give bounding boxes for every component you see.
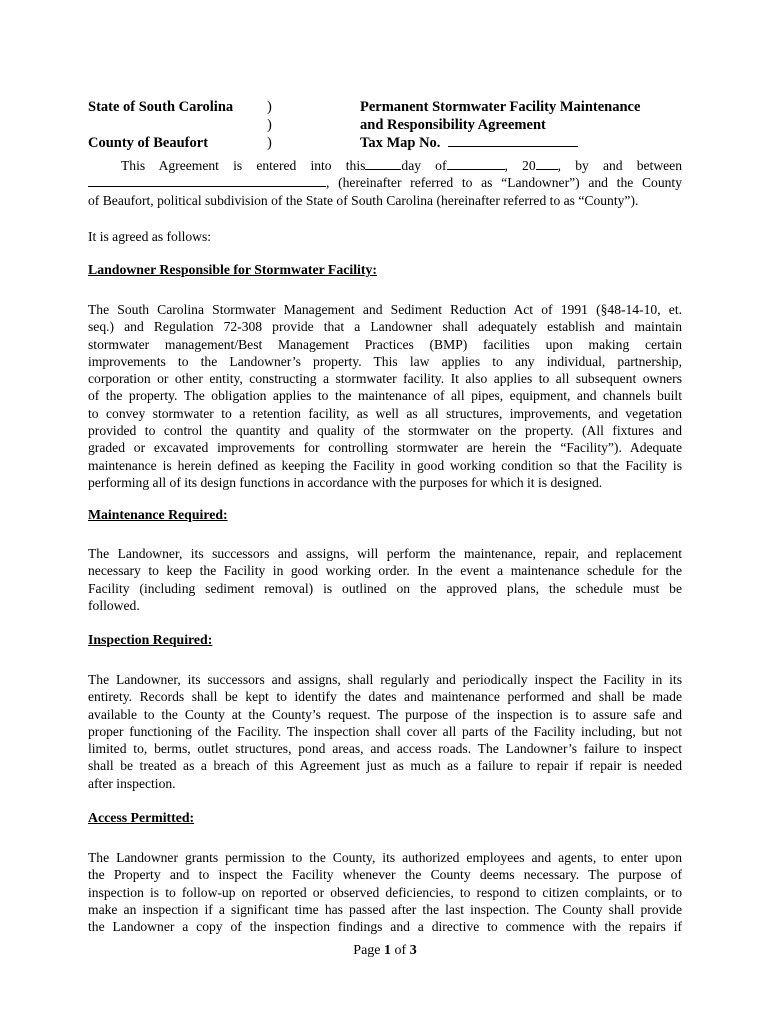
body-line: improvements to the Landowner’s property. This law applies to any individual, partnership, [88,353,682,369]
body-line: limited to, berms, outlet structures, pond areas, and access roads. The Landowner’s failure to inspect [88,741,682,757]
page-word: Page [353,943,381,958]
tax-map-blank[interactable] [448,134,578,147]
body-line: The Landowner, its successors and assigns, will perform the maintenance, repair, and replacement [88,546,682,561]
paren-2: ) [267,117,272,133]
body-line: available to the County at the County’s request. The purpose of the inspection is to assure safe and [88,706,682,722]
landowner-name-blank[interactable] [88,174,326,187]
body-line: performing all of its design functions in accordance with the purposes for which it is designed. [88,474,603,490]
page-total: 3 [409,943,417,958]
section-body-inspection [88,671,682,792]
agreed-text: It is agreed as follows: [88,229,212,244]
body-line: The Landowner, its successors and assigns, shall regularly and periodically inspect the Facility in its [88,672,682,687]
body-line: the Property and to inspect the Facility whenever the County deems necessary. The purpose of [88,867,682,883]
county-label: County of Beaufort [88,135,209,151]
tax-map-label: Tax Map No. [360,135,441,151]
section-heading-maintenance: Maintenance Required: [88,507,228,522]
body-line: the Landowner a copy of the inspection findings and a directive to commence with the repairs if [88,919,682,935]
body-line: graded or excavated improvements for controlling stormwater are herein the “Facility”). Adequate [88,440,682,456]
title-line-1: Permanent Stormwater Facility Maintenance [360,99,641,115]
page-footer [0,943,770,959]
body-line: proper functioning of the Facility. The inspection shall cover all parts of the Facility including, but not [88,723,682,739]
section-heading-access: Access Permitted: [88,810,195,825]
section-body-access [88,849,682,935]
body-line: Facility (including sediment removal) is outlined on the approved plans, the schedule must be [88,580,682,596]
body-line: to convey stormwater to a retention facility, as well as all structures, improvements, and vegetation [88,405,682,421]
section-body-landowner [88,301,682,491]
day-blank[interactable] [365,157,401,170]
body-line: corporation or other entity, constructing a stormwater facility. It also applies to all subsequent owners [88,371,682,387]
intro-text-d: , by and between [557,158,682,173]
section-heading-landowner: Landowner Responsible for Stormwater Facility: [88,262,377,277]
body-line: inspection is to follow-up on reported or observed deficiencies, to respond to citizen complaints, or to [88,884,682,900]
body-line: The South Carolina Stormwater Management and Sediment Reduction Act of 1991 (§48-14-10, et. [88,302,682,317]
body-line: after inspection. [88,775,176,791]
title-line-2: and Responsibility Agreement [360,117,546,133]
state-label: State of South Carolina [88,99,234,115]
body-line: maintenance is herein defined as keeping the Facility in good working condition so that the Facility is [88,457,682,473]
body-line: provided to control the quantity and quality of the stormwater on the property. (All fixtures and [88,423,682,439]
intro-text-c: , 20 [504,158,536,173]
body-line: followed. [88,597,140,613]
intro-line-3: of Beaufort, political subdivision of the State of South Carolina (hereinafter referred to as “County”). [88,192,639,208]
intro-line-1 [88,157,682,174]
intro-text-e: , (hereinafter referred to as “Landowner”) and the County [326,175,682,191]
month-blank[interactable] [447,157,505,170]
body-line: entirety. Records shall be kept to identify the dates and maintenance performed and shall be made [88,689,682,705]
section-body-maintenance [88,545,682,614]
body-line: seq.) and Regulation 72-308 provide that a Landowner shall adequately establish and maintain [88,319,682,335]
intro-text-a: This Agreement is entered into this [121,158,366,173]
body-line: of the property. The obligation applies to the maintenance of all pipes, equipment, and channels built [88,388,682,404]
paren-1: ) [267,99,272,115]
paren-3: ) [267,135,272,151]
tax-map-field [360,134,578,152]
intro-paragraph [88,157,682,209]
of-word: of [394,943,407,958]
year-blank[interactable] [536,157,558,170]
section-heading-inspection: Inspection Required: [88,632,213,647]
body-line: shall be treated as a breach of this Agreement just as much as a failure to repair if repair is needed [88,758,682,774]
body-line: stormwater management/Best Management Practices (BMP) facilities upon making certain [88,336,682,352]
body-line: necessary to keep the Facility in good working order. In the event a maintenance schedule for the [88,563,682,579]
intro-text-b: day of [401,158,447,173]
page-number: 1 [384,943,392,958]
intro-line-2 [88,174,682,191]
body-line: make an inspection if a significant time has passed after the last inspection. The County shall provide [88,901,682,917]
body-line: The Landowner grants permission to the County, its authorized employees and agents, to enter upon [88,850,682,865]
